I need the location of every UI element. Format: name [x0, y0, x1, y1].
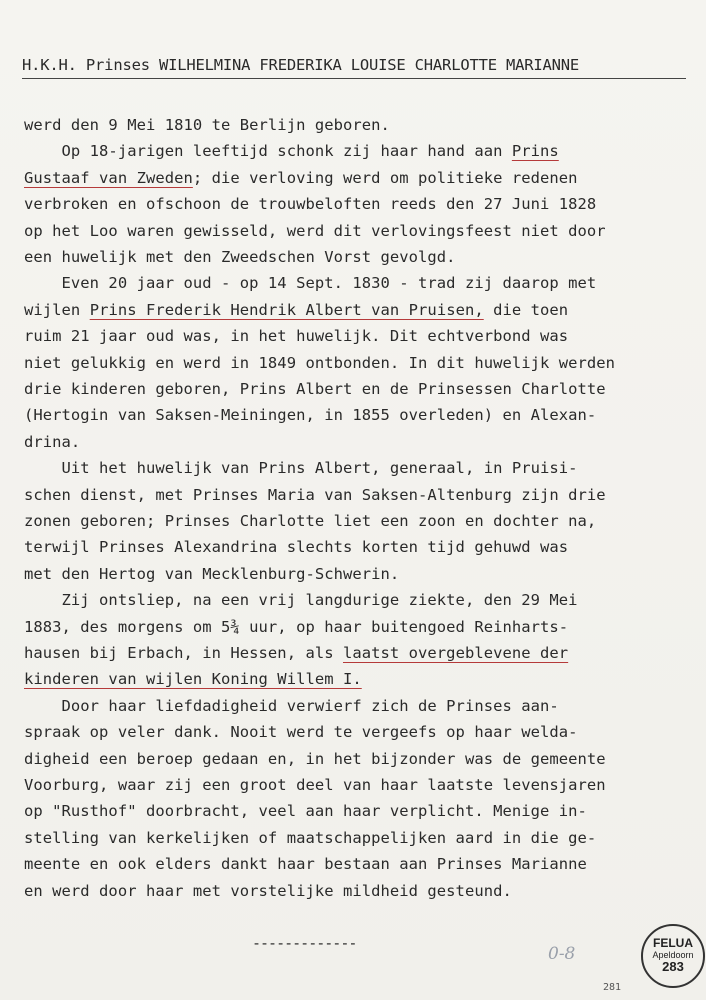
- footer-page-number: 281: [603, 982, 622, 993]
- text-line: [24, 138, 559, 165]
- text-line: [24, 693, 559, 720]
- line-text: op "Rusthof" doorbracht, veel aan haar verplicht. Menige in-: [24, 802, 587, 821]
- underlined-text: kinderen van wijlen Koning Willem I.: [24, 670, 362, 689]
- stamp-line-3: 283: [662, 959, 684, 974]
- underlined-text: Prins Frederik Hendrik Albert van Pruisen,: [89, 300, 484, 319]
- line-text: met den Hertog van Mecklenburg-Schwerin.: [24, 564, 400, 583]
- line-text: Op 18-jarigen leeftijd schonk zij haar hand aan: [24, 142, 512, 161]
- line-text: ; die verloving werd om politieke redenen: [192, 168, 578, 187]
- text-line: [24, 825, 596, 852]
- line-text: wijlen: [24, 300, 90, 319]
- text-line: [24, 350, 615, 377]
- title-underline: [22, 78, 686, 79]
- line-text: schen dienst, met Prinses Maria van Saksen-Altenburg zijn drie: [24, 485, 606, 504]
- line-text: hausen bij Erbach, in Hessen, als: [24, 644, 343, 662]
- text-line: [24, 746, 606, 773]
- text-line: [24, 429, 80, 456]
- line-text: Door haar liefdadigheid verwierf zich de Prinses aan-: [24, 696, 559, 715]
- text-line: [24, 614, 568, 641]
- line-text: niet gelukkig en werd in 1849 ontbonden. In dit huwelijk werden: [24, 353, 616, 372]
- line-text: 1883, des morgens om 5¾ uur, op haar buitengoed Reinharts-: [24, 617, 569, 636]
- line-text: op het Loo waren gewisseld, werd dit verlovingsfeest niet door: [24, 221, 606, 240]
- text-line: [24, 218, 606, 245]
- line-text: drina.: [24, 432, 81, 451]
- text-line: [24, 640, 568, 667]
- text-line: [24, 719, 578, 746]
- stamp-line-2: Apeldoorn: [652, 950, 694, 960]
- closing-separator: -------------: [252, 934, 357, 952]
- text-line: [24, 376, 606, 403]
- document-title: H.K.H. Prinses WILHELMINA FREDERIKA LOUISE CHARLOTTE MARIANNE: [22, 56, 580, 74]
- archive-stamp: [641, 924, 705, 988]
- line-text: zonen geboren; Prinses Charlotte liet een zoon en dochter na,: [24, 512, 597, 530]
- line-text: verbroken en ofschoon de trouwbeloften reeds den 27 Juni 1828: [24, 195, 597, 214]
- text-line: [24, 270, 596, 297]
- text-line: [24, 482, 606, 509]
- line-text: stelling van kerkelijken of maatschappelijken aard in die ge-: [24, 828, 597, 847]
- line-text: Zij ontsliep, na een vrij langdurige ziekte, den 29 Mei: [24, 591, 578, 610]
- text-line: [24, 455, 578, 482]
- text-line: [24, 191, 596, 218]
- text-line: [24, 878, 512, 905]
- text-line: [24, 402, 596, 429]
- stamp-line-1: FELUA: [653, 936, 693, 950]
- text-line: [24, 244, 456, 271]
- line-text: een huwelijk met den Zweedschen Vorst gevolgd.: [24, 248, 456, 266]
- line-text: spraak op veler dank. Nooit werd te vergeefs op haar welda-: [24, 723, 578, 742]
- line-text: ruim 21 jaar oud was, in het huwelijk. Dit echtverbond was: [24, 327, 569, 346]
- line-text: terwijl Prinses Alexandrina slechts korten tijd gehuwd was: [24, 538, 569, 557]
- text-line: [24, 297, 568, 324]
- line-text: die toen: [483, 300, 569, 319]
- text-line: [24, 112, 390, 139]
- line-text: digheid een beroep gedaan en, in het bijzonder was de gemeente: [24, 749, 606, 768]
- text-line: [24, 666, 362, 693]
- line-text: (Hertogin van Saksen-Meiningen, in 1855 overleden) en Alexan-: [24, 406, 597, 425]
- text-line: [24, 772, 606, 799]
- line-text: drie kinderen geboren, Prins Albert en de Prinsessen Charlotte: [24, 380, 606, 398]
- underlined-text: Gustaaf van Zweden: [24, 168, 193, 187]
- text-line: [24, 561, 399, 588]
- handwritten-note: 0-8: [548, 944, 576, 964]
- text-line: [24, 587, 578, 614]
- text-line: [24, 508, 596, 535]
- text-line: [24, 798, 587, 825]
- line-text: en werd door haar met vorstelijke mildheid gesteund.: [24, 881, 512, 900]
- text-line: [24, 534, 568, 561]
- line-text: Even 20 jaar oud - op 14 Sept. 1830 - trad zij daarop met: [24, 274, 597, 293]
- line-text: werd den 9 Mei 1810 te Berlijn geboren.: [24, 116, 390, 134]
- text-line: [24, 165, 578, 192]
- underlined-text: laatst overgeblevene der: [342, 644, 569, 662]
- text-line: [24, 851, 587, 878]
- line-text: Voorburg, waar zij een groot deel van haar laatste levensjaren: [24, 776, 606, 794]
- line-text: Uit het huwelijk van Prins Albert, generaal, in Pruisi-: [24, 459, 578, 478]
- text-line: [24, 323, 568, 350]
- line-text: meente en ook elders dankt haar bestaan aan Prinses Marianne: [24, 855, 587, 874]
- underlined-text: Prins: [511, 142, 559, 161]
